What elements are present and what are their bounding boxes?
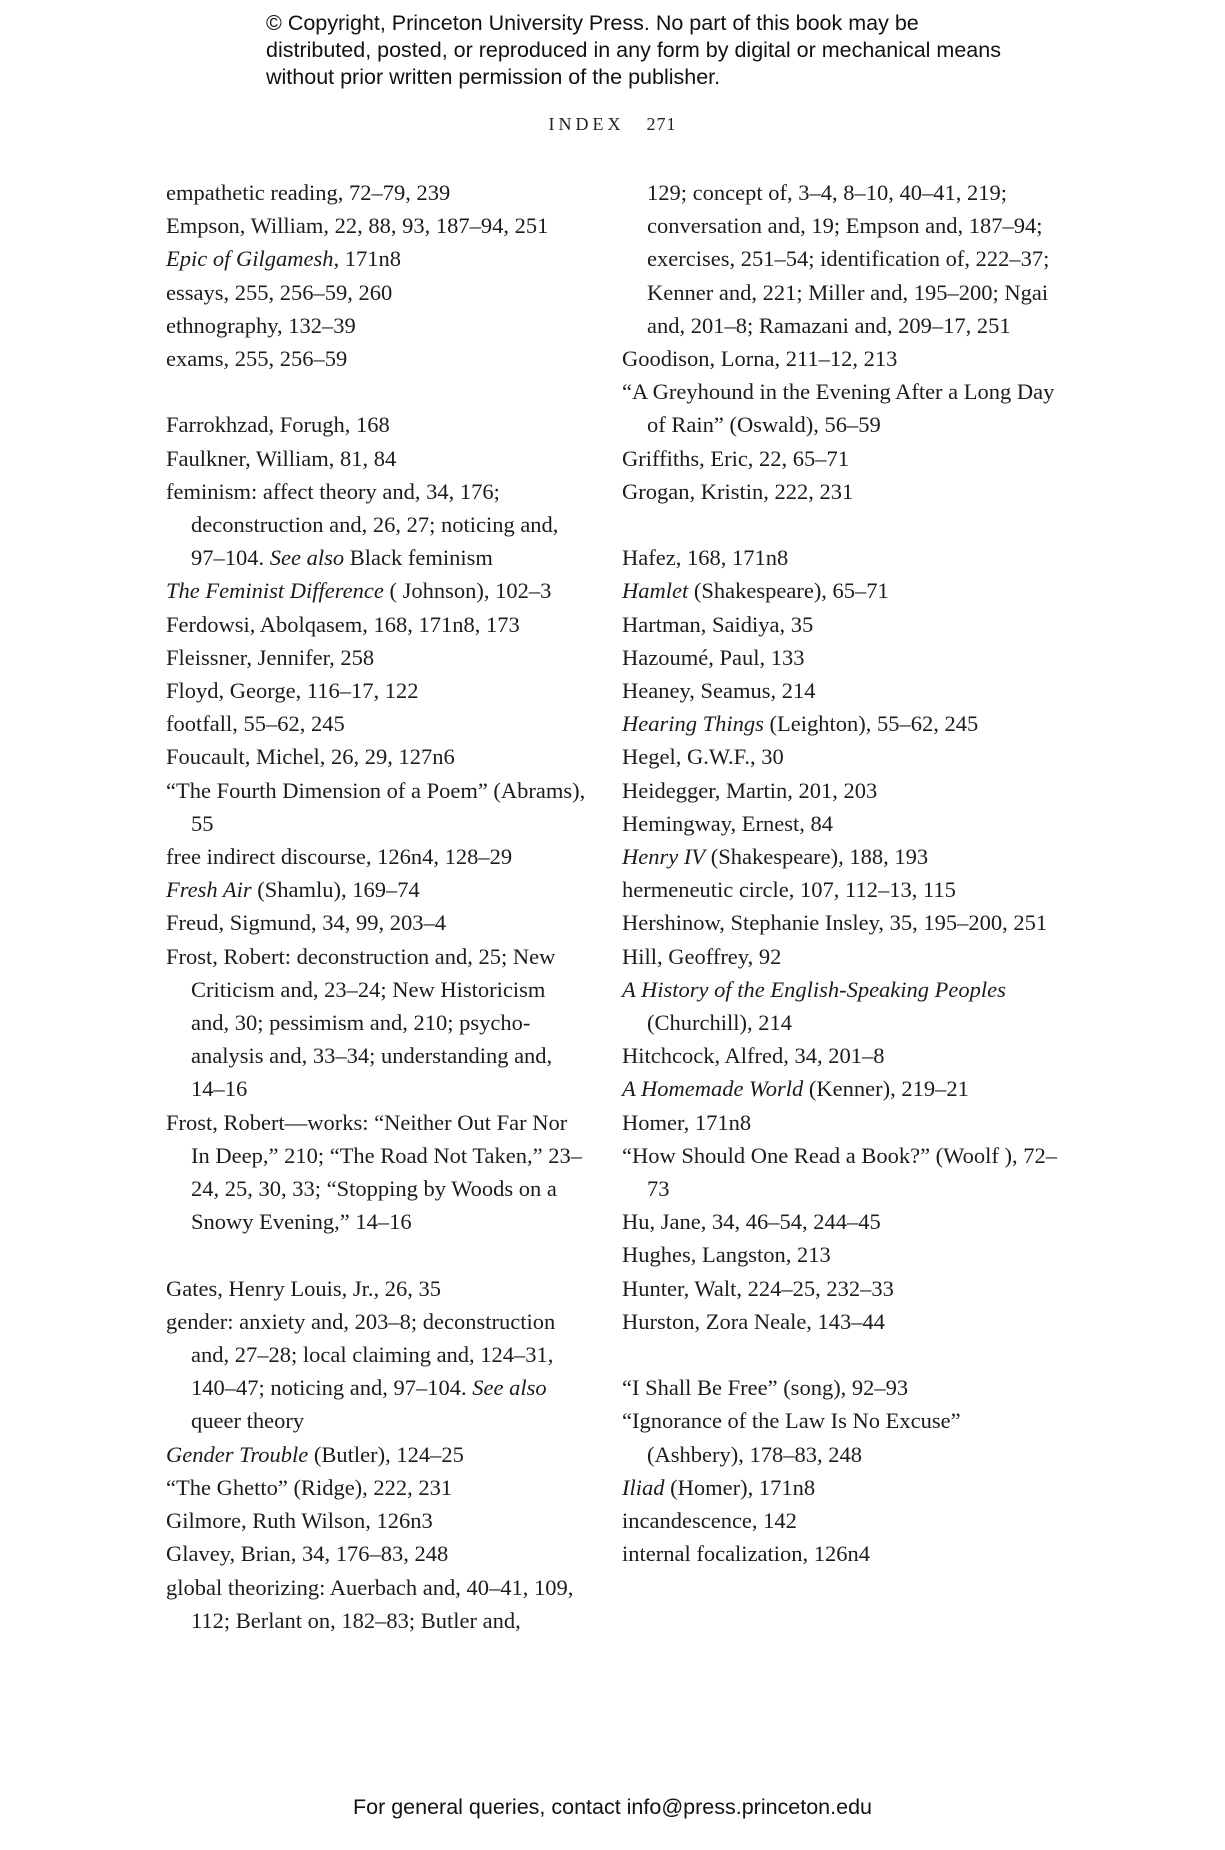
index-entry: [166, 740, 586, 773]
index-entry: [166, 574, 586, 607]
index-entry: [166, 940, 586, 1106]
index-entry-title: Epic of Gilgamesh: [166, 246, 334, 272]
index-entry: [166, 1272, 586, 1305]
index-entry-text: gender: anxiety and, 203–8; deconstruction and, 27–28; local claiming and, 124–31, 140–47; noticing and, 97–104.: [166, 1308, 556, 1401]
index-entry: [622, 940, 1062, 973]
index-entry-text: Hafez, 168, 171n8: [622, 545, 789, 571]
index-entry-text: Hegel, G.W.F., 30: [622, 744, 784, 770]
index-entry-text: “The Fourth Dimension of a Poem” (Abrams), 55: [166, 777, 586, 836]
index-entry: [622, 1072, 1062, 1105]
index-entry-text: Hershinow, Stephanie Insley, 35, 195–200, 251: [622, 910, 1048, 936]
index-entry: [166, 840, 586, 873]
index-entry-text: Hu, Jane, 34, 46–54, 244–45: [622, 1209, 881, 1235]
index-entry-text: Gilmore, Ruth Wilson, 126n3: [166, 1508, 433, 1534]
index-entry: [166, 1504, 586, 1537]
index-entry: [622, 1404, 1062, 1470]
page-number: 271: [646, 114, 677, 134]
index-entry: [166, 1537, 586, 1570]
letter-group-gap: [166, 1238, 586, 1271]
index-entry-text: 129; concept of, 3–4, 8–10, 40–41, 219; conversation and, 19; Empson and, 187–94; exercises, 251–54; identification of, 222–37; Kenner and, 221; Miller and, 195–200; Ngai and, 201–8; Ramazani and, 209–17, 251: [647, 180, 1050, 338]
index-entry-title: Iliad: [622, 1474, 665, 1500]
index-entry-text: Farrokhzad, Forugh, 168: [166, 412, 390, 438]
index-entry-title: See also: [269, 545, 345, 571]
index-entry: [166, 475, 586, 575]
index-entry-text: (Churchill), 214: [647, 1010, 792, 1036]
index-entry: [166, 176, 586, 209]
index-entry-text: Floyd, George, 116–17, 122: [166, 678, 419, 704]
index-entry-text: essays, 255, 256–59, 260: [166, 279, 393, 305]
index-entry-title: Hamlet: [622, 578, 689, 604]
index-entry: [166, 242, 586, 275]
index-entry-text: Grogan, Kristin, 222, 231: [622, 478, 854, 504]
index-entry: [166, 1571, 586, 1637]
index-entry: [622, 342, 1062, 375]
index-entry-text: (Shakespeare), 188, 193: [705, 844, 929, 870]
index-entry: [622, 442, 1062, 475]
index-entry-text: (Leighton), 55–62, 245: [763, 711, 979, 737]
index-entry-text: hermeneutic circle, 107, 112–13, 115: [622, 877, 956, 903]
index-entry-text: (Butler), 124–25: [308, 1441, 464, 1467]
index-entry: [166, 209, 586, 242]
index-entry-text: “How Should One Read a Book?” (Woolf ), 72–73: [622, 1142, 1057, 1202]
index-entry-text: empathetic reading, 72–79, 239: [166, 180, 451, 205]
index-entry: [622, 1471, 1062, 1504]
index-entry-text: Fleissner, Jennifer, 258: [166, 644, 375, 670]
index-entry-text: Griffiths, Eric, 22, 65–71: [622, 445, 850, 471]
index-entry: [622, 707, 1062, 740]
index-entry-text: (Shakespeare), 65–71: [688, 578, 889, 604]
running-head-label: INDEX: [548, 114, 625, 134]
index-entry: [622, 1504, 1062, 1537]
index-entry: [622, 774, 1062, 807]
index-entry: [622, 740, 1062, 773]
index-entry-text: Foucault, Michel, 26, 29, 127n6: [166, 744, 455, 770]
copyright-notice: © Copyright, Princeton University Press. No part of this book may be distributed, posted, or reproduced in any form by digital or mechanical means without prior written permission of the publisher.: [266, 11, 1001, 89]
index-entry-title: Henry IV: [622, 844, 706, 870]
index-entry-title: Fresh Air: [166, 877, 252, 903]
index-entry-title: Gender Trouble: [166, 1441, 309, 1467]
index-entry-text: Hartman, Saidiya, 35: [622, 611, 814, 637]
index-entry: [622, 1205, 1062, 1238]
index-entry-text: ( Johnson), 102–3: [383, 578, 552, 604]
index-entry: [622, 1106, 1062, 1139]
index-entry: [622, 973, 1062, 1039]
index-entry: [166, 1305, 586, 1438]
index-entry: [622, 1537, 1062, 1570]
index-entry: [166, 1471, 586, 1504]
index-entry-text: ethnography, 132–39: [166, 312, 356, 338]
index-entry-title: The Feminist Difference: [166, 578, 384, 604]
index-entry-text: Glavey, Brian, 34, 176–83, 248: [166, 1541, 449, 1567]
index-entry: [622, 608, 1062, 641]
index-entry: [166, 442, 586, 475]
letter-group-gap: [166, 375, 586, 408]
index-entry: [622, 1371, 1062, 1404]
index-entry-text: (Homer), 171n8: [664, 1474, 816, 1500]
index-entry-text: Black feminism: [344, 545, 493, 571]
index-entry: [622, 1305, 1062, 1338]
index-entry-text: Hurston, Zora Neale, 143–44: [622, 1308, 886, 1334]
index-entry-text: Heaney, Seamus, 214: [622, 678, 816, 704]
index-entry: [166, 309, 586, 342]
index-entry-text: Frost, Robert: deconstruction and, 25; New Criticism and, 23–24; New Historicism and, 30; pessimism and, 210; psycho-analysis and, 33–34; understanding and, 14–16: [166, 943, 556, 1102]
index-entry-text: Freud, Sigmund, 34, 99, 203–4: [166, 910, 447, 936]
index-entry-text: Ferdowsi, Abolqasem, 168, 171n8, 173: [166, 611, 520, 637]
index-entry-title: A Homemade World: [622, 1076, 804, 1102]
index-entry: [166, 608, 586, 641]
index-entry: [622, 840, 1062, 873]
index-entry-text: footfall, 55–62, 245: [166, 711, 345, 737]
index-entry: [622, 674, 1062, 707]
index-entry-text: “The Ghetto” (Ridge), 222, 231: [166, 1474, 453, 1500]
index-entry-text: Hazoumé, Paul, 133: [622, 644, 805, 670]
index-entry-text: Homer, 171n8: [622, 1109, 752, 1135]
index-entry: [622, 541, 1062, 574]
index-entry: [622, 1139, 1062, 1205]
index-entry-text: exams, 255, 256–59: [166, 346, 348, 372]
index-entry-text: “I Shall Be Free” (song), 92–93: [622, 1375, 909, 1401]
index-entry: [166, 674, 586, 707]
index-entry-text: (Shamlu), 169–74: [251, 877, 420, 903]
index-entry-title: Hearing Things: [622, 711, 764, 737]
index-entry: [166, 408, 586, 441]
index-entry-text: queer theory: [191, 1408, 305, 1434]
index-entry-text: global theorizing: Auerbach and, 40–41, 109, 112; Berlant on, 182–83; Butler and,: [166, 1574, 574, 1633]
index-entry-text: free indirect discourse, 126n4, 128–29: [166, 844, 513, 870]
index-entry-text: incandescence, 142: [622, 1508, 797, 1534]
index-entry: [166, 774, 586, 840]
index-entry: [622, 906, 1062, 939]
index-entry-text: Frost, Robert—works: “Neither Out Far Nor In Deep,” 210; “The Road Not Taken,” 23–24, 25, 30, 33; “Stopping by Woods on a Snowy Evening,” 14–16: [166, 1109, 583, 1235]
index-entry-text: Empson, William, 22, 88, 93, 187–94, 251: [166, 213, 549, 239]
index-entry-text: Goodison, Lorna, 211–12, 213: [622, 346, 898, 372]
index-entry: [166, 342, 586, 375]
index-entry: [166, 1438, 586, 1471]
index-entry-title: See also: [472, 1375, 547, 1401]
index-entry: [622, 873, 1062, 906]
index-entry-text: , 171n8: [333, 246, 401, 272]
index-entry: [622, 375, 1062, 441]
index-entry: [166, 276, 586, 309]
index-entry-text: “Ignorance of the Law Is No Excuse” (Ashbery), 178–83, 248: [622, 1408, 961, 1467]
index-entry: [166, 906, 586, 939]
letter-group-gap: [622, 1338, 1062, 1371]
index-entry-text: Hughes, Langston, 213: [622, 1242, 831, 1268]
index-entry-text: Hill, Geoffrey, 92: [622, 943, 782, 969]
index-entry-text: Gates, Henry Louis, Jr., 26, 35: [166, 1275, 441, 1301]
index-entry: [622, 1238, 1062, 1271]
index-entry-text: feminism: affect theory and, 34, 176; deconstruction and, 26, 27; noticing and, 97–104.: [166, 478, 559, 571]
index-entry-title: A History of the English-Speaking Peoples: [622, 976, 1006, 1002]
index-entry: [622, 641, 1062, 674]
index-entry: [622, 807, 1062, 840]
contact-footer: For general queries, contact info@press.princeton.edu: [352, 1795, 872, 1819]
index-entry-text: Heidegger, Martin, 201, 203: [622, 777, 878, 803]
letter-group-gap: [622, 508, 1062, 541]
index-entry: [622, 1039, 1062, 1072]
index-entry-text: “A Greyhound in the Evening After a Long Day of Rain” (Oswald), 56–59: [622, 379, 1055, 438]
index-entry: [622, 475, 1062, 508]
index-entry: [622, 574, 1062, 607]
index-entry-continuation: [622, 176, 1062, 342]
index-column-right: [622, 176, 1062, 1571]
running-head: [0, 114, 1225, 135]
index-entry-text: Hitchcock, Alfred, 34, 201–8: [622, 1043, 885, 1069]
index-column-left: [166, 176, 586, 1637]
index-entry: [166, 873, 586, 906]
index-entry-text: internal focalization, 126n4: [622, 1541, 871, 1567]
index-entry: [622, 1272, 1062, 1305]
index-entry: [166, 1106, 586, 1239]
index-entry: [166, 707, 586, 740]
index-entry-text: (Kenner), 219–21: [803, 1076, 969, 1102]
index-entry-text: Faulkner, William, 81, 84: [166, 445, 397, 471]
index-entry-text: Hemingway, Ernest, 84: [622, 810, 833, 836]
index-entry-text: Hunter, Walt, 224–25, 232–33: [622, 1275, 894, 1301]
index-entry: [166, 641, 586, 674]
